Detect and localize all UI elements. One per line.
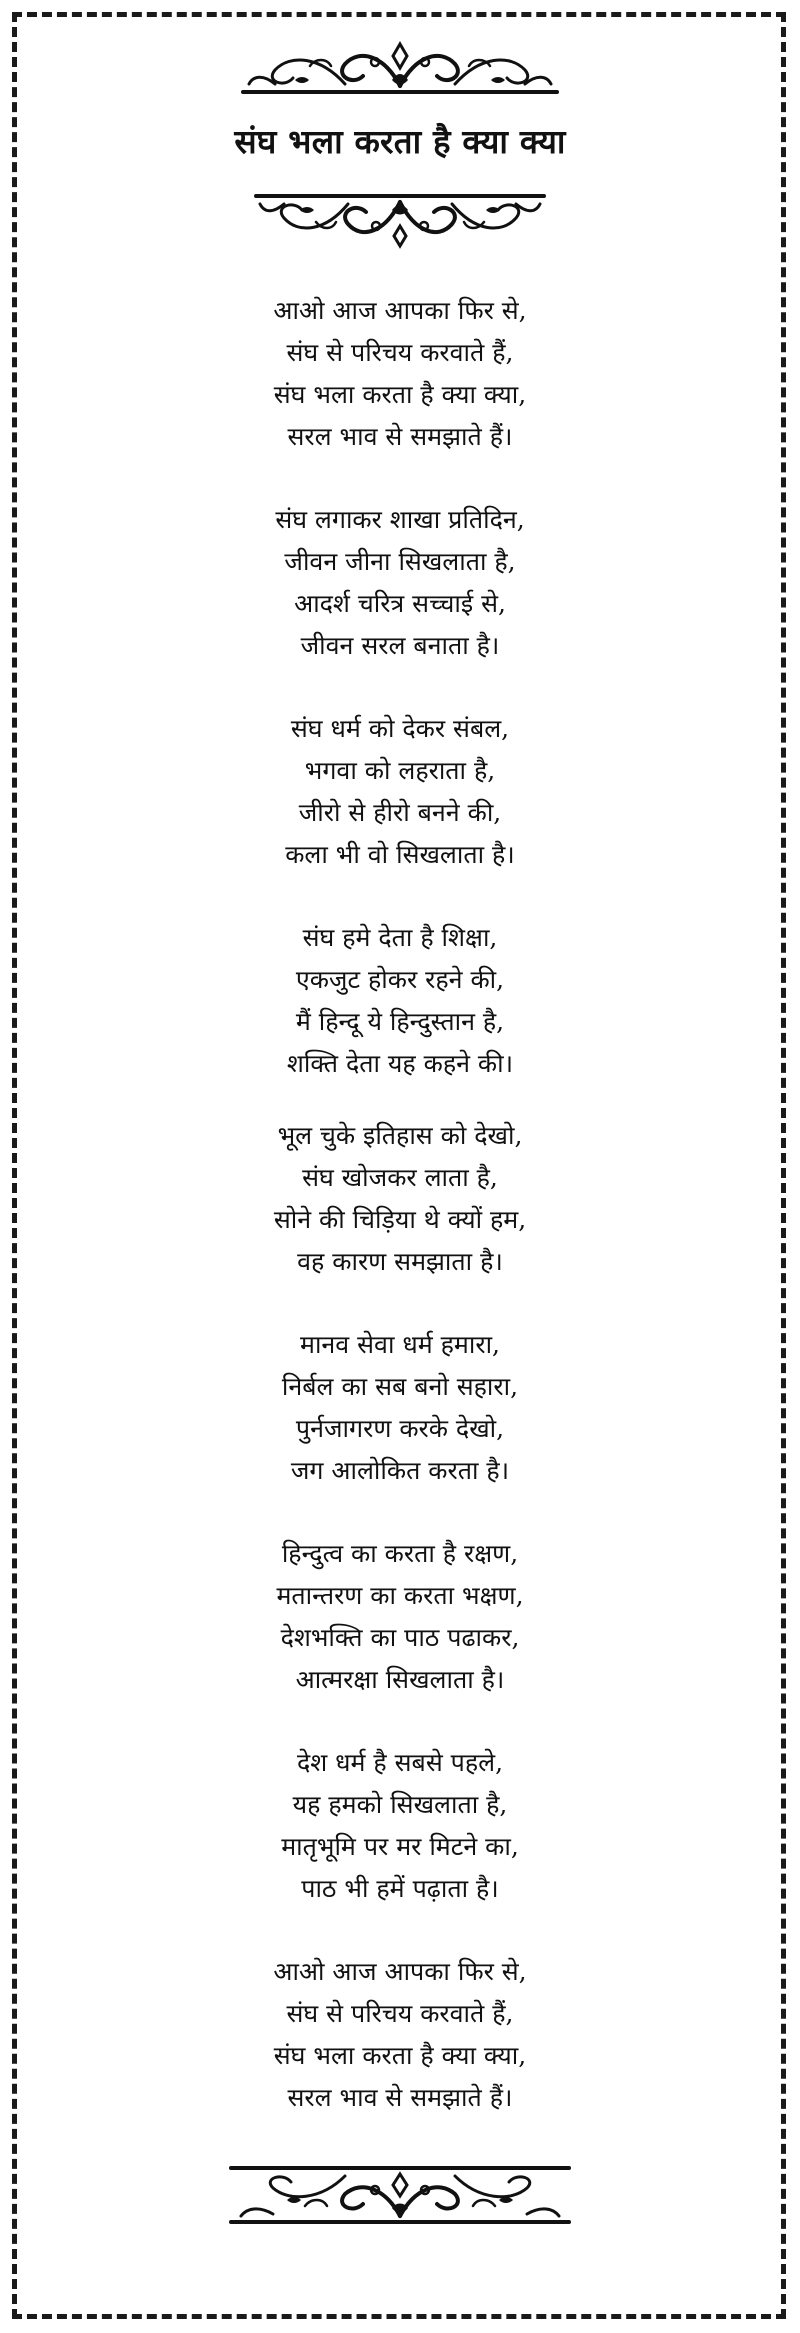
poem-line: संघ से परिचय करवाते हैं, xyxy=(286,1999,514,2028)
poem-line: निर्बल का सब बनो सहारा, xyxy=(281,1372,519,1401)
poem-line: सरल भाव से समझाते हैं। xyxy=(287,422,513,451)
stanza xyxy=(0,499,800,667)
poem-line: हिन्दुत्व का करता है रक्षण, xyxy=(281,1539,519,1568)
poem-line: एकजुट होकर रहने की, xyxy=(295,965,505,994)
poem-line: कला भी वो सिखलाता है। xyxy=(285,840,515,869)
poem-line: मैं हिन्दू ये हिन्दुस्तान है, xyxy=(295,1007,505,1036)
poem-line: संघ भला करता है क्या क्या, xyxy=(273,2041,527,2070)
poem-line: जग आलोकित करता है। xyxy=(290,1456,510,1485)
poem-line: शक्ति देता यह कहने की। xyxy=(286,1049,514,1078)
stanza xyxy=(0,917,800,1085)
poem-line: वह कारण समझाता है। xyxy=(297,1247,503,1276)
poem-line: आदर्श चरित्र सच्चाई से, xyxy=(294,589,506,618)
stanza xyxy=(0,1324,800,1492)
poem-line: आओ आज आपका फिर से, xyxy=(273,1957,527,1986)
flourish-divider-icon xyxy=(250,188,550,254)
poem-line: आत्मरक्षा सिखलाता है। xyxy=(295,1665,505,1694)
poem-line: संघ हमे देता है शिक्षा, xyxy=(302,923,498,952)
poem-line: भूल चुके इतिहास को देखो, xyxy=(277,1121,523,1150)
poem-line: जीवन सरल बनाता है। xyxy=(300,631,500,660)
poem-line: संघ से परिचय करवाते हैं, xyxy=(286,338,514,367)
poem-line: भगवा को लहराता है, xyxy=(304,756,496,785)
stanza xyxy=(0,290,800,458)
poem-line: यह हमको सिखलाता है, xyxy=(292,1790,508,1819)
poem-line: पाठ भी हमें पढ़ाता है। xyxy=(301,1874,499,1903)
poem-line: मानव सेवा धर्म हमारा, xyxy=(300,1330,500,1359)
poem-line: देशभक्ति का पाठ पढाकर, xyxy=(280,1623,520,1652)
flourish-divider-icon xyxy=(235,36,565,100)
poem-line: जीवन जीना सिखलाता है, xyxy=(284,547,516,576)
stanza xyxy=(0,1951,800,2119)
poem-line: आओ आज आपका फिर से, xyxy=(273,296,527,325)
stanza xyxy=(0,1115,800,1283)
poem-line: संघ धर्म को देकर संबल, xyxy=(290,714,510,743)
stanza xyxy=(0,1533,800,1701)
poem-body xyxy=(0,290,800,2119)
poem-line: जीरो से हीरो बनने की, xyxy=(298,798,502,827)
flourish-divider-icon xyxy=(225,2160,575,2230)
poem-line: मातृभूमि पर मर मिटने का, xyxy=(281,1832,519,1861)
stanza xyxy=(0,1742,800,1910)
poem-line: मतान्तरण का करता भक्षण, xyxy=(276,1581,524,1610)
poem-line: सोने की चिड़िया थे क्यों हम, xyxy=(273,1205,527,1234)
poem-line: संघ खोजकर लाता है, xyxy=(302,1163,498,1192)
poem-line: देश धर्म है सबसे पहले, xyxy=(296,1748,504,1777)
poem-title: संघ भला करता है क्या क्या xyxy=(234,122,566,161)
poem-line: संघ लगाकर शाखा प्रतिदिन, xyxy=(275,505,525,534)
poem-line: पुर्नजागरण करके देखो, xyxy=(295,1414,505,1443)
poem-line: सरल भाव से समझाते हैं। xyxy=(287,2083,513,2112)
stanza xyxy=(0,708,800,876)
poem-line: संघ भला करता है क्या क्या, xyxy=(273,380,527,409)
